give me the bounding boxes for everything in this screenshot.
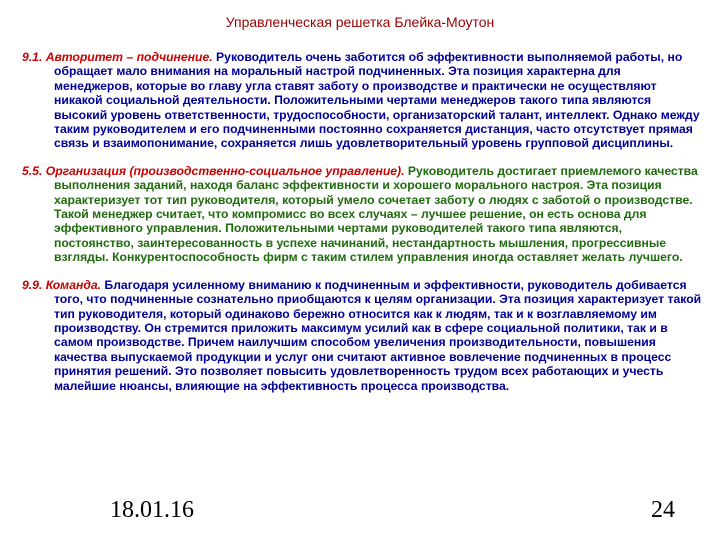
paragraph-text: Руководитель очень заботится об эффективности выполняемой работы, но обращает мало внимания на моральный настрой подчиненных. Эта позиция характерна для менеджеров, которые во главу угла ставят заботу о производстве и практически не осуществляют никакой социальной деятельности. Положительными чертами менеджеров такого типа являются высокий уровень ответственности, трудоспособности, организаторский талант, интеллект. Однако между таким руководителем и его подчиненными постоянно сохраняется дистанция, часто отсутствует прямая связь и взаимопонимание, сохраняется лишь удовлетворительный уровень групповой дисциплины. <box>54 50 700 151</box>
paragraph-lead: 9.9. Команда. <box>22 277 102 292</box>
paragraph-lead: 5.5. Организация (производственно-социальное управление). <box>22 163 405 178</box>
page-number: 24 <box>651 497 675 523</box>
paragraph-text: Руководитель достигает приемлемого качества выполнения заданий, находя баланс эффективности и хорошего морального настроя. Эта позиция характеризует тот тип руководителя, который умело сочетает заботу о людях с заботой о производстве. Такой менеджер считает, что компромисс во всех случаях – лучшее решение, он есть основа для эффективного управления. Положительными чертами руководителей такого типа являются, постоянство, заинтересованность в успехе начинаний, нестандартность мышления, прогрессивные взгляды. Конкурентоспособность фирм с таким стилем управления иногда оставляет желать лучшего. <box>54 163 698 265</box>
footer-date: 18.01.16 <box>110 497 194 523</box>
slide-body <box>22 50 702 406</box>
paragraph-lead: 9.1. Авторитет – подчинение. <box>22 50 213 64</box>
slide-title: Управленческая решетка Блейка-Моутон <box>225 14 495 30</box>
paragraph-5-5 <box>22 164 702 265</box>
paragraph-9-1 <box>22 50 702 151</box>
paragraph-text: Благодаря усиленному вниманию к подчиненным и эффективности, руководитель добивается того, что подчиненные сознательно приобщаются к целям организации. Эта позиция характеризует такой тип руководителя, который одинаково бережно относится как к людям, так и к возглавляемому им производству. Он стремится приложить максимум усилий как в сфере социальной политики, так и в самом производстве. Причем наилучшим способом увеличения производительности, повышения качества выпускаемой продукции и услуг они считают активное вовлечение подчиненных в процесс принятия решений. Это позволяет повысить удовлетворенность трудом всех работающих и учесть малейшие нюансы, влияющие на эффективность процесса производства. <box>54 277 702 393</box>
paragraph-9-9 <box>22 278 702 393</box>
